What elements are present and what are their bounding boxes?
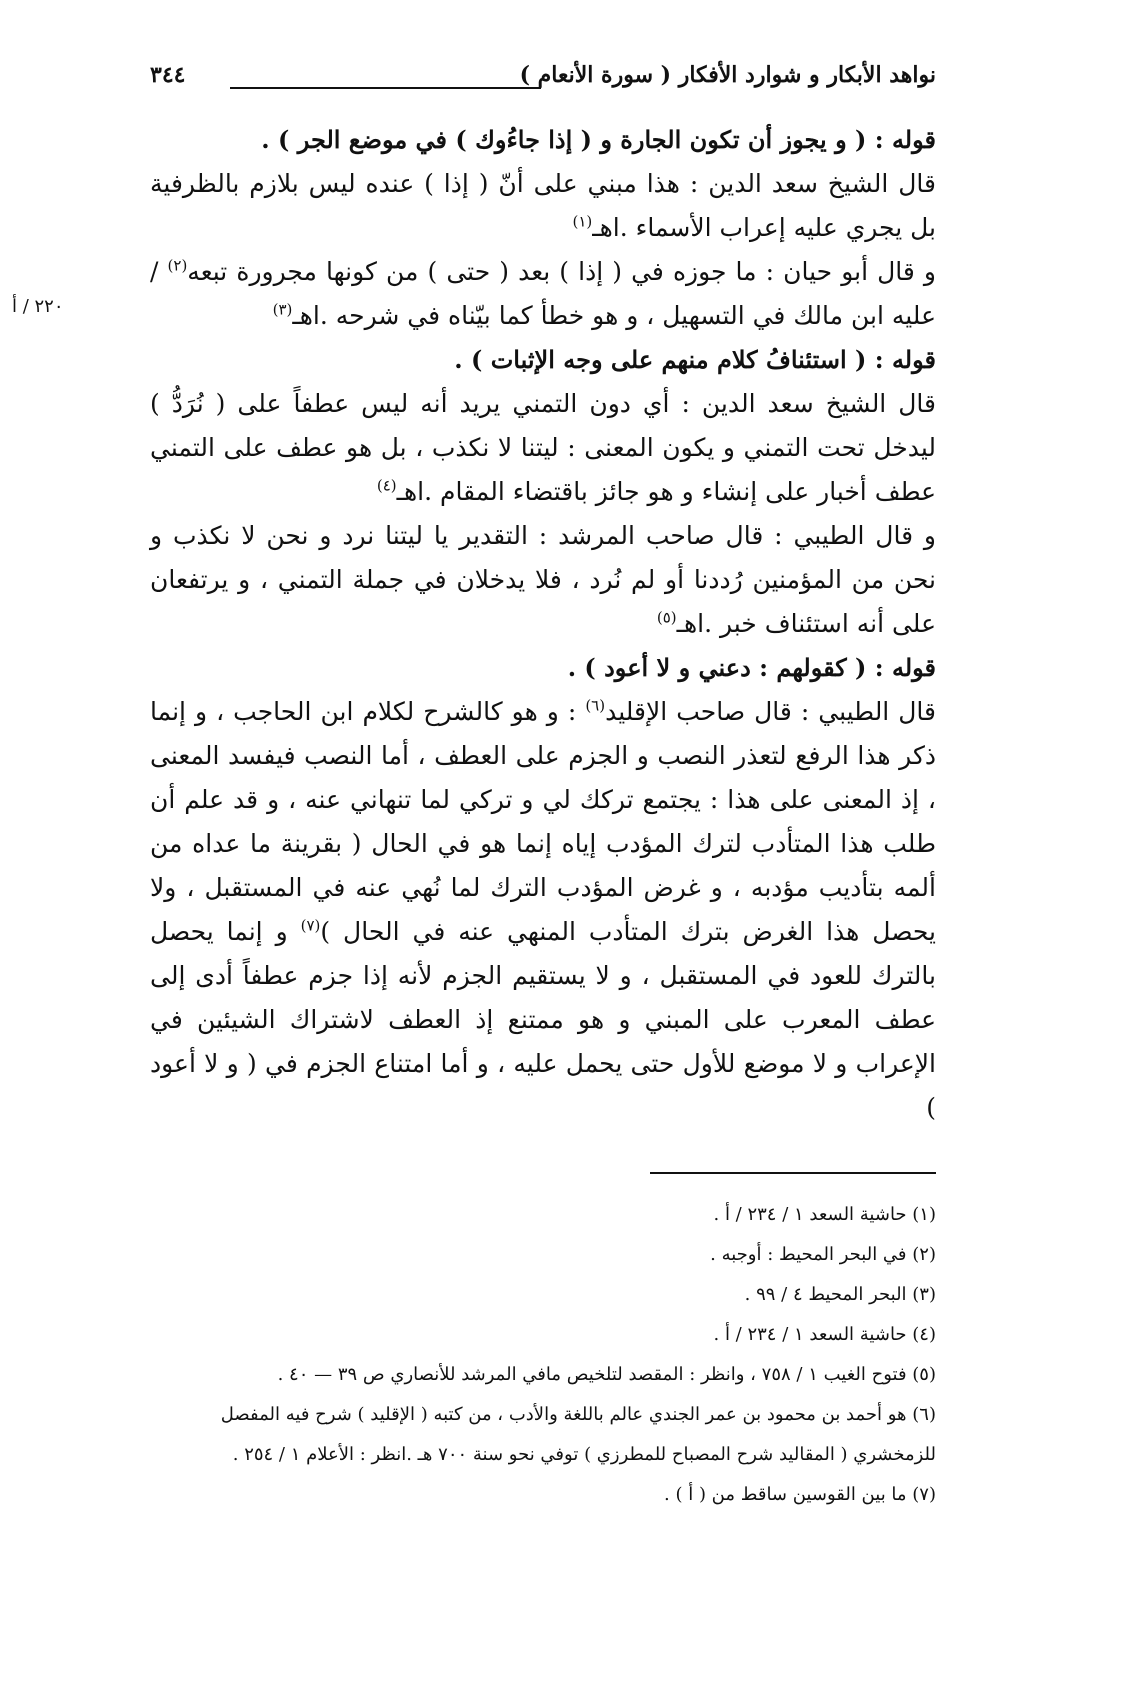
heading-2: قوله : ( استئنافُ كلام منهم على وجه الإثبات ) . <box>454 345 936 374</box>
paragraph-text: قال الشيخ سعد الدين : هذا مبني على أنّ ( إذا ) عنده ليس بلازم بالظرفية بل يجري عليه إعراب الأسماء .اهـ <box>150 169 936 242</box>
page-number: ٣٤٤ <box>150 62 186 88</box>
footnote-separator <box>650 1172 936 1174</box>
footnote-4: (٤) حاشية السعد ١ / ٢٣٤ / أ . <box>713 1324 936 1345</box>
footnote-2: (٢) في البحر المحيط : أوجبه . <box>710 1244 936 1265</box>
margin-folio-note: ٢٢٠ / أ <box>12 296 64 317</box>
page-header <box>150 60 936 100</box>
paragraph-1 <box>150 162 936 250</box>
footnote-7: (٧) ما بين القوسين ساقط من ( أ ) . <box>664 1484 936 1505</box>
paragraph-text: : و هو كالشرح لكلام ابن الحاجب ، و إنما ذكر هذا الرفع لتعذر النصب و الجزم على العطف ، أما النصب فيفسد المعنى ، إذ المعنى على هذا : يجتمع تركك لي و تركي لما تنهاني عنه ، و قد علم أن طلب هذا المتأدب لترك المؤدب إياه إنما هو في الحال ( بقرينة ما عداه من ألمه بتأديب مؤدبه ، و غرض المؤدب الترك لما نُهي عنه في المستقبل ، ولا يحصل هذا الغرض بترك المتأدب المنهي عنه في الحال ) <box>150 697 936 946</box>
footnotes <box>150 1195 936 1515</box>
footnote-ref: (٢) <box>167 256 188 275</box>
paragraph-text: و إنما يحصل بالترك للعود في المستقبل ، و لا يستقيم الجزم لأنه إذا جزم عطفاً أدى إلى عطف المعرب على المبني و هو ممتنع إذ العطف لاشتراك الشيئين في الإعراب و لا موضع للأول حتى يحمل عليه ، و أما امتناع الجزم في ( و لا أعود ) <box>150 917 936 1122</box>
footnote-1: (١) حاشية السعد ١ / ٢٣٤ / أ . <box>713 1204 936 1225</box>
heading-3: قوله : ( كقولهم : دعني و لا أعود ) . <box>567 653 936 682</box>
footnote-5: (٥) فتوح الغيب ١ / ٧٥٨ ، وانظر : المقصد لتلخيص مافي المرشد للأنصاري ص ٣٩ — ٤٠ . <box>277 1364 936 1385</box>
paragraph-3 <box>150 382 936 514</box>
heading-1: قوله : ( و يجوز أن تكون الجارة و ( إذا جاءُوك ) في موضع الجر ) . <box>261 125 936 154</box>
running-title: نواهد الأبكار و شوارد الأفكار ( سورة الأنعام ) <box>519 62 936 88</box>
header-rule <box>230 87 541 89</box>
footnote-ref: (٥) <box>656 608 677 627</box>
paragraph-text: قال الشيخ سعد الدين : أي دون التمني يريد أنه ليس عطفاً على ( نُرَدُّ ) ليدخل تحت التمني و يكون المعنى : ليتنا لا نكذب ، بل هو عطف على التمني عطف أخبار على إنشاء و هو جائز باقتضاء المقام .اهـ <box>150 389 936 506</box>
footnote-3: (٣) البحر المحيط ٤ / ٩٩ . <box>744 1284 936 1305</box>
paragraph-5 <box>150 690 936 1130</box>
paragraph-4 <box>150 514 936 646</box>
footnote-ref: (٤) <box>376 476 397 495</box>
paragraph-text: / عليه ابن مالك في التسهيل ، و هو خطأ كما بيّناه في شرحه .اهـ <box>150 257 936 330</box>
main-text <box>150 118 936 1130</box>
footnote-ref: (٣) <box>272 300 293 319</box>
footnote-ref: (٧) <box>300 916 321 935</box>
footnote-ref: (٦) <box>585 696 606 715</box>
paragraph-2 <box>150 250 936 338</box>
paragraph-text: و قال الطيبي : قال صاحب المرشد : التقدير يا ليتنا نرد و نحن لا نكذب و نحن من المؤمنين رُددنا أو لم نُرد ، فلا يدخلان في جملة التمني ، و يرتفعان على أنه استئناف خبر .اهـ <box>150 521 936 638</box>
paragraph-text: قال الطيبي : قال صاحب الإقليد <box>605 697 936 726</box>
footnote-6: (٦) هو أحمد بن محمود بن عمر الجندي عالم باللغة والأدب ، من كتبه ( الإقليد ) شرح فيه المفصل للزمخشري ( المقاليد شرح المصباح للمطرزي ) توفي نحو سنة ٧٠٠ هـ .انظر : الأعلام ١ / ٢٥٤ . <box>220 1404 936 1465</box>
paragraph-text: و قال أبو حيان : ما جوزه في ( إذا ) بعد ( حتى ) من كونها مجرورة تبعه <box>187 257 936 286</box>
footnote-ref: (١) <box>572 212 593 231</box>
